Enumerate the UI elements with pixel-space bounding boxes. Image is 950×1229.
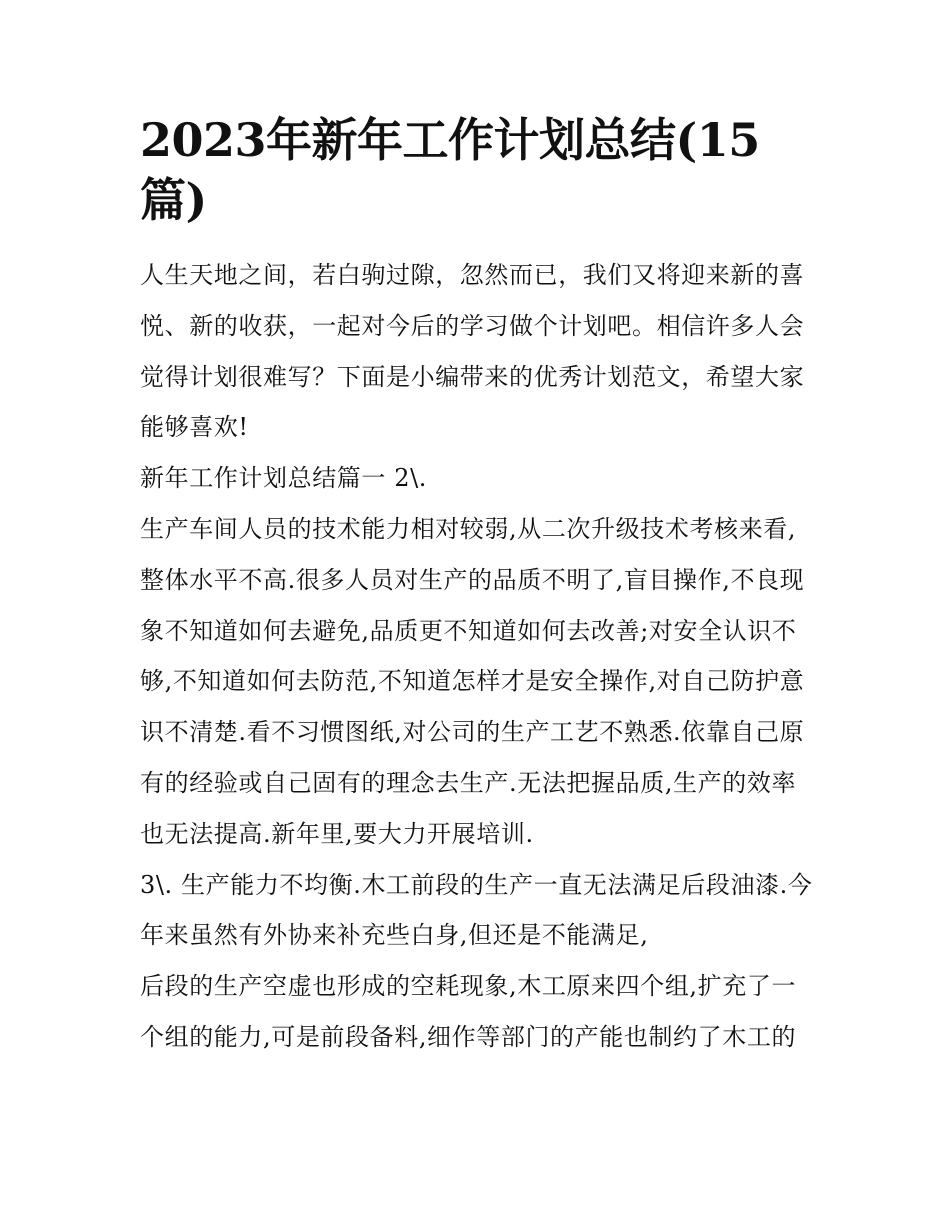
intro-paragraph: 人生天地之间，若白驹过隙，忽然而已，我们又将迎来新的喜悦、新的收获，一起对今后的学习做个计划吧。相信许多人会觉得计划很难写？下面是小编带来的优秀计划范文，希望大家能够喜欢! <box>140 261 805 442</box>
body-paragraph: 生产车间人员的技术能力相对较弱,从二次升级技术考核来看,整体水平不高.很多人员对生产的品质不明了,盲目操作,不良现象不知道如何去避免,品质更不知道如何去改善;对安全认识不够,不知道如何去防范,不知道怎样才是安全操作,对自己防护意识不清楚.看不习惯图纸,对公司的生产工艺不熟悉.依靠自己原有的经验或自己固有的理念去生产.无法把握品质,生产的效率也无法提高.新年里,要大力开展培训. <box>140 514 805 848</box>
section-heading: 新年工作计划总结篇一 2\. <box>140 464 428 493</box>
body-paragraph: 3\. 生产能力不均衡.木工前段的生产一直无法满足后段油漆.今年来虽然有外协来补充些白身,但还是不能满足, <box>140 870 813 950</box>
document-page <box>140 110 820 1063</box>
document-title: 2023年新年工作计划总结(15篇) <box>140 113 760 227</box>
body-paragraph: 后段的生产空虚也形成的空耗现象,木工原来四个组,扩充了一个组的能力,可是前段备料,细作等部门的产能也制约了木工的 <box>140 972 797 1051</box>
